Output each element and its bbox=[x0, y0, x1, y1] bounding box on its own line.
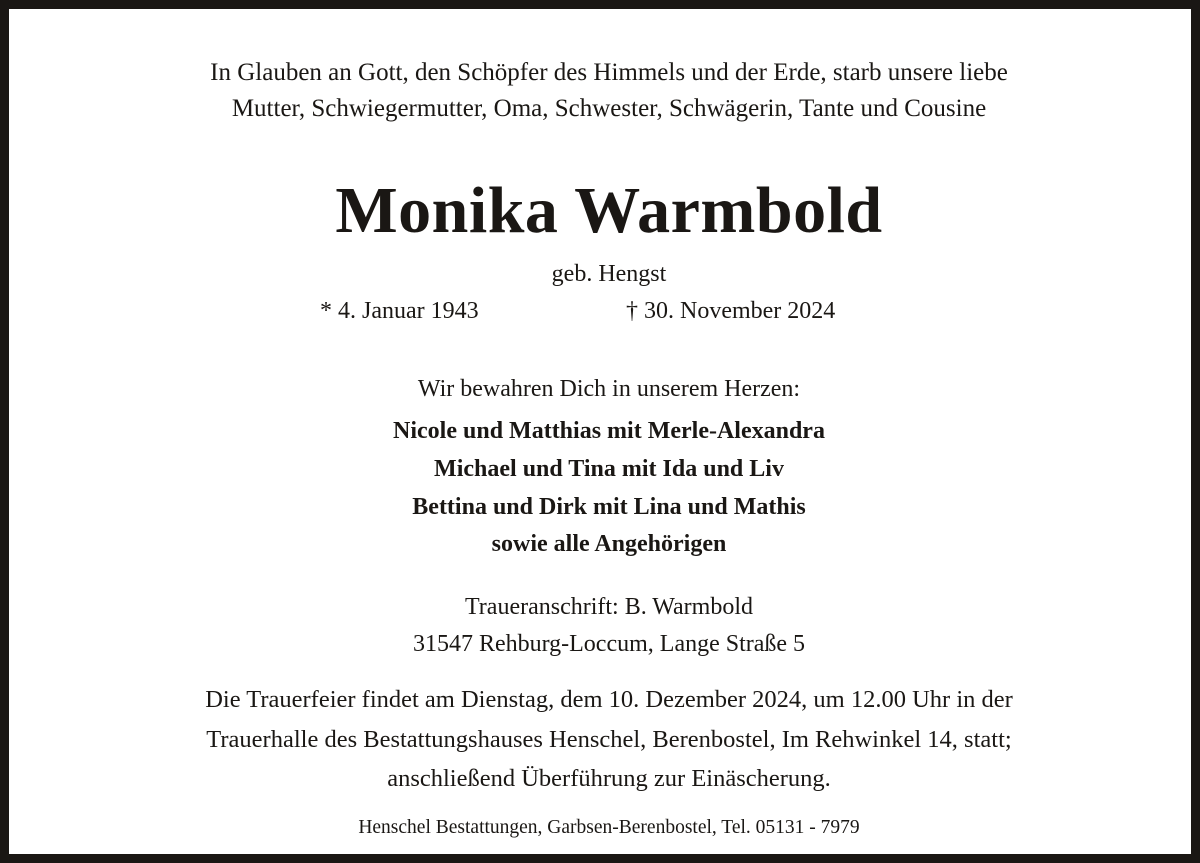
mourner-line-2: Michael und Tina mit Ida und Liv bbox=[434, 456, 784, 482]
mourner-line-1: Nicole und Matthias mit Merle-Alexandra bbox=[393, 418, 825, 444]
intro-line-2: Mutter, Schwiegermutter, Oma, Schwester, Schwägerin, Tante und Cousine bbox=[231, 95, 987, 122]
life-dates bbox=[9, 298, 1200, 332]
address-line-1: Traueranschrift: B. Warmbold bbox=[464, 594, 754, 620]
mourners-heading: Wir bewahren Dich in unserem Herzen: bbox=[417, 376, 801, 402]
maiden-name: geb. Hengst bbox=[551, 261, 667, 287]
service-line-2: Trauerhalle des Bestattungshauses Henschel, Berenbostel, Im Rehwinkel 14, statt; bbox=[206, 726, 1012, 753]
service-line-3: anschließend Überführung zur Einäscherung. bbox=[387, 765, 831, 792]
death-date: † 30. November 2024 bbox=[626, 298, 836, 324]
service-line-1: Die Trauerfeier findet am Dienstag, dem 10. Dezember 2024, um 12.00 Uhr in der bbox=[205, 686, 1013, 713]
deceased-name: Monika Warmbold bbox=[335, 174, 883, 247]
mourner-line-4: sowie alle Angehörigen bbox=[491, 531, 727, 557]
address-line-2: 31547 Rehburg-Loccum, Lange Straße 5 bbox=[412, 631, 806, 657]
birth-date: * 4. Januar 1943 bbox=[320, 298, 479, 324]
mourner-line-3: Bettina und Dirk mit Lina und Mathis bbox=[412, 494, 806, 520]
intro-line-1: In Glauben an Gott, den Schöpfer des Himmels und der Erde, starb unsere liebe bbox=[210, 59, 1008, 86]
funeral-home-footer: Henschel Bestattungen, Garbsen-Berenbostel, Tel. 05131 - 7979 bbox=[358, 817, 860, 838]
